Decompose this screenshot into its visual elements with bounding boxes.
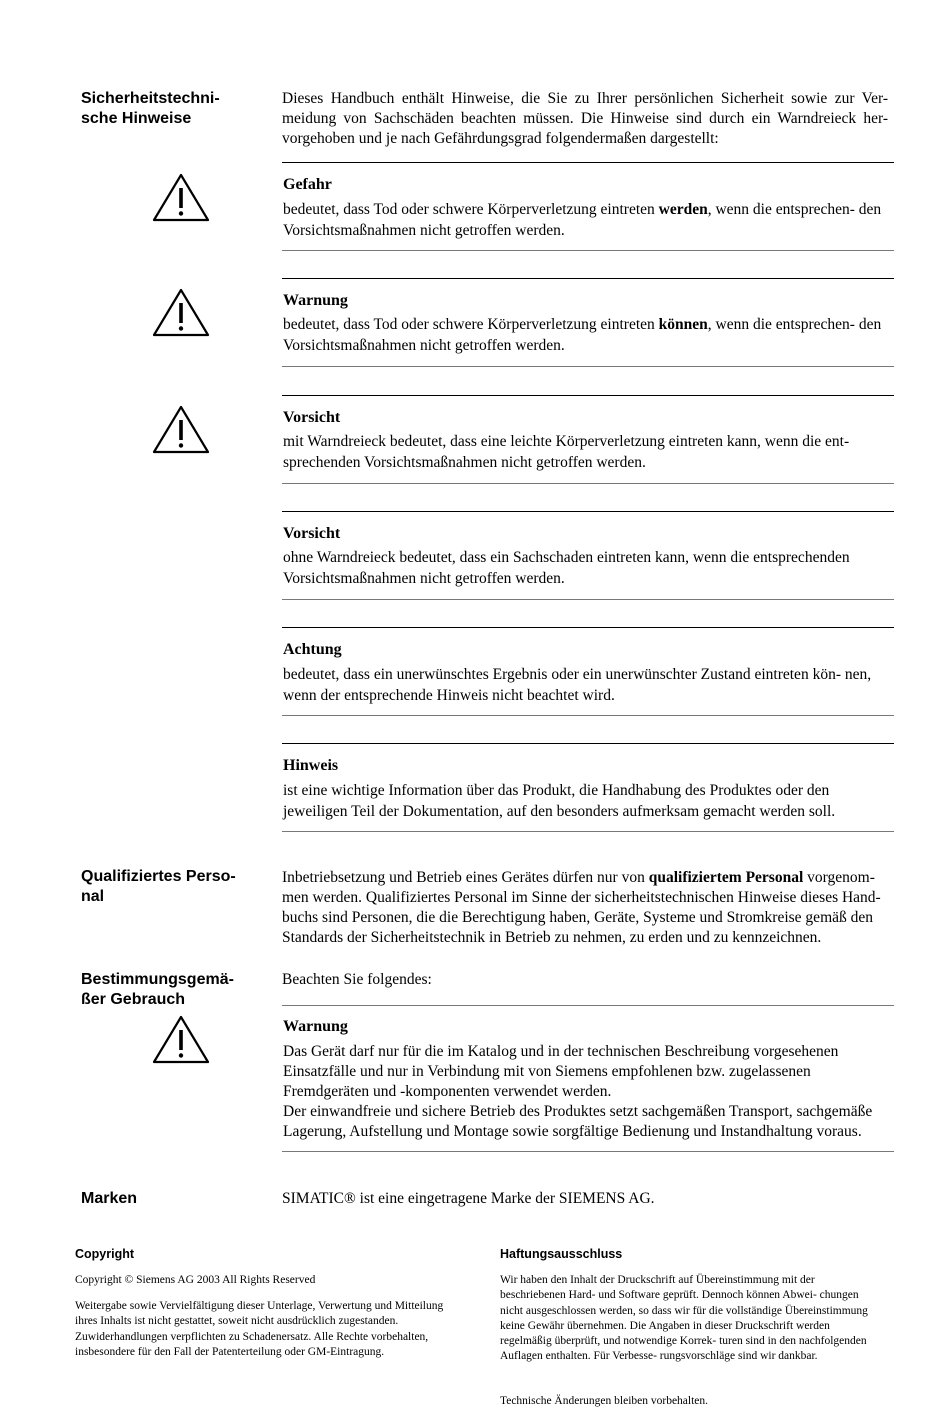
intro-text: Dieses Handbuch enthält Hinweise, die Sie zu Ihrer persönlichen Sicherheit sowie zur Ver- meidung von Sachschäden beachten müssen. Die Hinweise sind durch ein Warndreieck her- vorgehoben und je nach Gefährdungsgrad folgendermaßen dargestellt: xyxy=(282,90,888,147)
divider xyxy=(282,1005,894,1006)
trademarks-text: SIMATIC® ist eine eingetragene Marke der SIEMENS AG. xyxy=(282,1190,655,1207)
notice-text: bedeutet, dass Tod oder schwere Körperverletzung eintreten werden, wenn die entsprechen- den Vorsichtsmaßnahmen nicht getroffen werden. xyxy=(283,201,882,239)
section-heading-intended-use xyxy=(81,970,234,1010)
intended-use-lead: Beachten Sie folgendes: xyxy=(282,971,432,988)
warning-triangle-icon xyxy=(151,404,211,456)
disclaimer-note: Technische Änderungen bleiben vorbehalten. xyxy=(500,1395,709,1407)
divider xyxy=(282,715,894,716)
section-heading-line: nal xyxy=(81,888,105,905)
section-heading-qualified xyxy=(81,867,236,907)
divider xyxy=(282,278,894,279)
divider xyxy=(282,395,894,396)
section-heading-trademarks: Marken xyxy=(81,1190,138,1207)
divider xyxy=(282,743,894,744)
notice-text: bedeutet, dass Tod oder schwere Körperverletzung eintreten können, wenn die entsprechen- den Vorsichtsmaßnahmen nicht getroffen werden. xyxy=(283,316,882,354)
copyright-text: Weitergabe sowie Vervielfältigung dieser Unterlage, Verwertung und Mitteilung ihres Inhalts ist nicht gestattet, soweit nicht ausdrücklich zugestanden. Zuwiderhandlungen verpflichten zu Schadenersatz. Alle Rechte vorbehalten, insbesondere für den Fall der Patenterteilung oder GM-Eintragung. xyxy=(75,1300,444,1358)
warning-triangle-icon xyxy=(151,287,211,339)
notice-text: bedeutet, dass ein unerwünschtes Ergebnis oder ein unerwünschter Zustand eintreten kön- nen, wenn der entsprechende Hinweis nicht beachtet wird. xyxy=(283,666,872,704)
copyright-line: Copyright © Siemens AG 2003 All Rights Reserved xyxy=(75,1274,316,1286)
divider xyxy=(282,831,894,832)
warning-triangle-icon xyxy=(151,172,211,224)
notice-title: Achtung xyxy=(283,641,342,658)
section-heading-safety xyxy=(81,89,220,129)
notice-text: ohne Warndreieck bedeutet, dass ein Sachschaden eintreten kann, wenn die entsprechenden Vorsichtsmaßnahmen nicht getroffen werden. xyxy=(283,549,850,587)
notice-title: Gefahr xyxy=(283,176,332,193)
notice-title: Warnung xyxy=(283,1018,348,1035)
section-heading-line: sche Hinweise xyxy=(81,110,192,127)
divider xyxy=(282,599,894,600)
section-heading-line: Bestimmungsgemä- xyxy=(81,971,234,988)
divider xyxy=(282,511,894,512)
divider xyxy=(282,250,894,251)
notice-title: Hinweis xyxy=(283,757,339,774)
divider xyxy=(282,162,894,163)
divider xyxy=(282,366,894,367)
copyright-heading: Copyright xyxy=(75,1247,135,1261)
divider xyxy=(282,627,894,628)
warning-triangle-icon xyxy=(151,1014,211,1066)
disclaimer-heading: Haftungsausschluss xyxy=(500,1247,623,1261)
disclaimer-text: Wir haben den Inhalt der Druckschrift auf Übereinstimmung mit der beschriebenen Hard- und Software geprüft. Dennoch können Abwei- chungen nicht ausgeschlossen werden, so dass wir für die vollständige Übereinstimmung keine Gewähr übernehmen. Die Angaben in dieser Druckschrift werden regelmäßig überprüft, und notwendige Korrek- turen sind in den nachfolgenden Auflagen enthalten. Für Verbesse- rungsvorschläge sind wir dankbar. xyxy=(500,1274,868,1363)
divider xyxy=(282,483,894,484)
notice-paragraph: Der einwandfreie und sichere Betrieb des Produktes setzt sachgemäßen Transport, sachgemäße Lagerung, Aufstellung und Montage sowie sorgfältige Bedienung und Instandhaltung voraus. xyxy=(283,1103,873,1140)
notice-title: Vorsicht xyxy=(283,525,341,542)
notice-text: mit Warndreieck bedeutet, dass eine leichte Körperverletzung eintreten kann, wenn die ent- sprechenden Vorsichtsmaßnahmen nicht getroffen werden. xyxy=(283,433,850,471)
divider xyxy=(282,1151,894,1152)
notice-text: ist eine wichtige Information über das Produkt, die Handhabung des Produktes oder den jeweiligen Teil der Dokumentation, auf den besonders aufmerksam gemacht werden soll. xyxy=(283,782,836,820)
qualified-text: Inbetriebsetzung und Betrieb eines Gerätes dürfen nur von qualifiziertem Personal vorgenom- men werden. Qualifiziertes Personal im Sinne der sicherheitstechnischen Hinweise dieses Hand- buchs sind Personen, die die Berechtigung haben, Geräte, Systeme und Stromkreise gemäß den Standards der Sicherheitstechnik in Betrieb zu nehmen, zu erden und zu kennzeichnen. xyxy=(282,869,881,946)
notice-title: Vorsicht xyxy=(283,409,341,426)
notice-paragraph: Das Gerät darf nur für die im Katalog und in der technischen Beschreibung vorgesehenen Einsatzfälle und nur in Verbindung mit von Siemens empfohlenen bzw. zugelassenen Fremdgeräten und -komponenten verwendet werden. xyxy=(283,1043,839,1100)
section-heading-line: ßer Gebrauch xyxy=(81,991,186,1008)
notice-title: Warnung xyxy=(283,292,348,309)
section-heading-line: Sicherheitstechni- xyxy=(81,90,220,107)
section-heading-line: Qualifiziertes Perso- xyxy=(81,868,236,885)
notice-text xyxy=(283,1042,883,1142)
